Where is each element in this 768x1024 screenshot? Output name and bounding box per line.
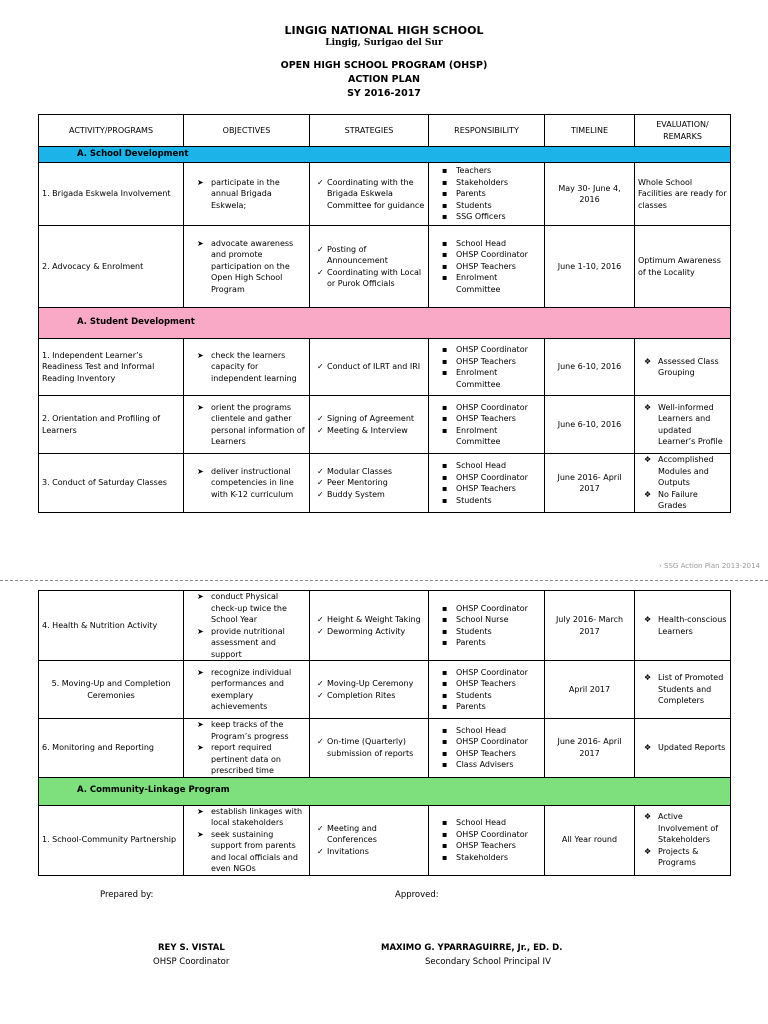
objective-list <box>187 591 306 660</box>
remark-item: ❖ Updated Reports <box>638 742 727 754</box>
objectives-cell <box>184 396 310 454</box>
objective-item: ➤ deliver instructional competencies in line with K-12 curriculum <box>187 466 306 501</box>
remark-item: ❖ No Failure Grades <box>638 489 727 512</box>
objective-item: ➤ provide nutritional assessment and support <box>187 626 306 661</box>
responsibility-cell <box>429 661 545 719</box>
responsible-item: ▪ School Head <box>432 460 541 472</box>
strategies-cell <box>310 163 429 226</box>
objective-item: ➤ report required pertinent data on prescribed time <box>187 742 306 777</box>
objective-item: ➤ establish linkages with local stakeholders <box>187 806 306 829</box>
strategy-list <box>313 823 425 858</box>
responsible-item: ▪ OHSP Coordinator <box>432 667 541 679</box>
remarks-cell <box>635 661 731 719</box>
timeline-cell: July 2016- March 2017 <box>545 591 635 661</box>
responsible-item: ▪ Enrolment Committee <box>432 367 541 390</box>
table-header-row <box>39 115 731 147</box>
strategy-list <box>313 413 425 436</box>
strategy-item: ✓ Peer Mentoring <box>313 477 425 489</box>
responsible-item: ▪ School Head <box>432 725 541 737</box>
remarks-cell: Optimum Awareness of the Locality <box>635 226 731 308</box>
responsible-item: ▪ Class Advisers <box>432 759 541 771</box>
timeline-cell: June 6-10, 2016 <box>545 339 635 396</box>
remark-item: ❖ Accomplished Modules and Outputs <box>638 454 727 489</box>
page-note: › SSG Action Plan 2013-2014 <box>659 562 760 570</box>
page-divider <box>0 580 768 581</box>
strategies-cell <box>310 396 429 454</box>
responsible-list <box>432 667 541 713</box>
responsible-item: ▪ School Nurse <box>432 614 541 626</box>
responsible-list <box>432 238 541 296</box>
activity-cell: 4. Health & Nutrition Activity <box>39 591 184 661</box>
objective-list <box>187 350 306 385</box>
responsible-item: ▪ OHSP Coordinator <box>432 402 541 414</box>
remark-item: ❖ List of Promoted Students and Completers <box>638 672 727 707</box>
timeline-cell: All Year round <box>545 805 635 875</box>
section-school-development <box>39 147 731 163</box>
strategy-item: ✓ Invitations <box>313 846 425 858</box>
responsible-item: ▪ OHSP Teachers <box>432 356 541 368</box>
activity-cell: 6. Monitoring and Reporting <box>39 719 184 778</box>
remark-item: ❖ Well-informed Learners and updated Learner’s Profile <box>638 402 727 448</box>
strategy-item: ✓ Coordinating with Local or Purok Officials <box>313 267 425 290</box>
action-plan-table-page1 <box>38 114 731 513</box>
responsible-item: ▪ OHSP Teachers <box>432 840 541 852</box>
section-label: A. Student Development <box>39 308 731 339</box>
responsible-item: ▪ OHSP Coordinator <box>432 344 541 356</box>
activity-cell: 2. Orientation and Profiling of Learners <box>39 396 184 454</box>
responsible-item: ▪ School Head <box>432 238 541 250</box>
responsible-list <box>432 460 541 506</box>
table-row <box>39 339 731 396</box>
strategies-cell <box>310 661 429 719</box>
responsible-item: ▪ OHSP Teachers <box>432 413 541 425</box>
responsible-item: ▪ OHSP Coordinator <box>432 829 541 841</box>
strategy-item: ✓ Buddy System <box>313 489 425 501</box>
section-student-development <box>39 308 731 339</box>
timeline-cell: June 2016- April 2017 <box>545 719 635 778</box>
responsible-item: ▪ Stakeholders <box>432 177 541 189</box>
table-row <box>39 396 731 454</box>
strategy-item: ✓ Deworming Activity <box>313 626 425 638</box>
activity-cell: 1. Brigada Eskwela Involvement <box>39 163 184 226</box>
objectives-cell <box>184 226 310 308</box>
col-header-activity: ACTIVITY/PROGRAMS <box>39 115 184 147</box>
activity-cell: 3. Conduct of Saturday Classes <box>39 454 184 513</box>
strategy-item: ✓ Meeting and Conferences <box>313 823 425 846</box>
responsible-item: ▪ Enrolment Committee <box>432 425 541 448</box>
responsibility-cell <box>429 396 545 454</box>
remarks-cell <box>635 339 731 396</box>
page-note-text: SSG Action Plan 2013-2014 <box>664 562 760 570</box>
objective-item: ➤ advocate awareness and promote participation on the Open High School Program <box>187 238 306 296</box>
school-year: SY 2016-2017 <box>347 88 421 99</box>
strategy-item: ✓ Coordinating with the Brigada Eskwela Committee for guidance <box>313 177 425 212</box>
remarks-cell <box>635 719 731 778</box>
remark-item: ❖ Projects & Programs <box>638 846 727 869</box>
col-header-timeline: TIMELINE <box>545 115 635 147</box>
responsible-list <box>432 402 541 448</box>
responsible-item: ▪ Students <box>432 690 541 702</box>
remark-list <box>638 356 727 379</box>
prepared-by-label: Prepared by: <box>100 890 154 900</box>
section-label: A. School Development <box>39 147 731 163</box>
responsibility-cell <box>429 719 545 778</box>
school-address: Lingig, Surigao del Sur <box>325 38 443 48</box>
timeline-cell: April 2017 <box>545 661 635 719</box>
responsible-list <box>432 725 541 771</box>
responsible-item: ▪ OHSP Coordinator <box>432 472 541 484</box>
remark-list <box>638 672 727 707</box>
responsible-item: ▪ Teachers <box>432 165 541 177</box>
objectives-cell <box>184 719 310 778</box>
approver-name: MAXIMO G. YPARRAGUIRRE, Jr., ED. D. <box>381 943 563 953</box>
preparer-title: OHSP Coordinator <box>153 957 230 967</box>
timeline-cell: June 2016- April 2017 <box>545 454 635 513</box>
strategy-list <box>313 361 425 373</box>
table-row <box>39 805 731 875</box>
strategy-list <box>313 678 425 701</box>
objective-item: ➤ recognize individual performances and exemplary achievements <box>187 667 306 713</box>
objective-list <box>187 177 306 212</box>
objective-item: ➤ check the learners capacity for independent learning <box>187 350 306 385</box>
approved-label: Approved: <box>395 890 439 900</box>
activity-cell: 1. Independent Learner’s Readiness Test and Informal Reading Inventory <box>39 339 184 396</box>
responsibility-cell <box>429 805 545 875</box>
activity-cell: 2. Advocacy & Enrolment <box>39 226 184 308</box>
action-plan-table-page2 <box>38 590 731 876</box>
responsible-list <box>432 603 541 649</box>
strategy-item: ✓ Moving-Up Ceremony <box>313 678 425 690</box>
responsibility-cell <box>429 591 545 661</box>
strategy-item: ✓ Posting of Announcement <box>313 244 425 267</box>
section-community-linkage <box>39 777 731 805</box>
responsibility-cell <box>429 339 545 396</box>
table-row <box>39 226 731 308</box>
table-row <box>39 591 731 661</box>
objective-item: ➤ orient the programs clientele and gather personal information of Learners <box>187 402 306 448</box>
remark-list <box>638 402 727 448</box>
timeline-cell: June 1-10, 2016 <box>545 226 635 308</box>
objective-list <box>187 667 306 713</box>
remark-item: ❖ Active Involvement of Stakeholders <box>638 811 727 846</box>
strategy-item: ✓ Meeting & Interview <box>313 425 425 437</box>
strategy-item: ✓ On-time (Quarterly) submission of reports <box>313 736 425 759</box>
responsibility-cell <box>429 163 545 226</box>
objective-list <box>187 719 306 777</box>
objective-list <box>187 466 306 501</box>
col-header-objectives: OBJECTIVES <box>184 115 310 147</box>
objective-item: ➤ participate in the annual Brigada Eskwela; <box>187 177 306 212</box>
remarks-cell <box>635 396 731 454</box>
responsible-item: ▪ OHSP Teachers <box>432 678 541 690</box>
strategy-list <box>313 177 425 212</box>
remark-list <box>638 742 727 754</box>
strategy-list <box>313 466 425 501</box>
responsible-item: ▪ SSG Officers <box>432 211 541 223</box>
strategies-cell <box>310 454 429 513</box>
responsible-item: ▪ School Head <box>432 817 541 829</box>
responsible-item: ▪ OHSP Coordinator <box>432 603 541 615</box>
remark-item: ❖ Health-conscious Learners <box>638 614 727 637</box>
table-row <box>39 719 731 778</box>
responsible-list <box>432 165 541 223</box>
strategies-cell <box>310 591 429 661</box>
col-header-responsibility: RESPONSIBILITY <box>429 115 545 147</box>
objectives-cell <box>184 163 310 226</box>
strategy-list <box>313 614 425 637</box>
strategy-item: ✓ Conduct of ILRT and IRI <box>313 361 425 373</box>
objective-list <box>187 402 306 448</box>
col-header-strategies: STRATEGIES <box>310 115 429 147</box>
responsibility-cell <box>429 454 545 513</box>
responsible-item: ▪ OHSP Coordinator <box>432 249 541 261</box>
responsible-item: ▪ Parents <box>432 188 541 200</box>
remark-item: ❖ Assessed Class Grouping <box>638 356 727 379</box>
strategies-cell <box>310 719 429 778</box>
objective-list <box>187 806 306 875</box>
strategies-cell <box>310 339 429 396</box>
timeline-cell: June 6-10, 2016 <box>545 396 635 454</box>
table-row <box>39 454 731 513</box>
responsible-item: ▪ Parents <box>432 701 541 713</box>
strategy-item: ✓ Signing of Agreement <box>313 413 425 425</box>
strategies-cell <box>310 226 429 308</box>
responsible-item: ▪ OHSP Teachers <box>432 483 541 495</box>
remark-list <box>638 614 727 637</box>
objective-item: ➤ keep tracks of the Program’s progress <box>187 719 306 742</box>
objectives-cell <box>184 454 310 513</box>
responsible-item: ▪ Students <box>432 495 541 507</box>
remarks-cell <box>635 454 731 513</box>
responsible-item: ▪ Students <box>432 626 541 638</box>
strategy-list <box>313 736 425 759</box>
objective-item: ➤ seek sustaining support from parents and local officials and even NGOs <box>187 829 306 875</box>
responsible-item: ▪ Stakeholders <box>432 852 541 864</box>
remarks-cell: Whole School Facilities are ready for classes <box>635 163 731 226</box>
responsible-item: ▪ Parents <box>432 637 541 649</box>
objectives-cell <box>184 661 310 719</box>
timeline-cell: May 30- June 4, 2016 <box>545 163 635 226</box>
document-title: ACTION PLAN <box>348 74 420 85</box>
responsibility-cell <box>429 226 545 308</box>
responsible-item: ▪ OHSP Coordinator <box>432 736 541 748</box>
section-label: A. Community-Linkage Program <box>39 777 731 805</box>
activity-cell: 5. Moving-Up and Completion Ceremonies <box>39 661 184 719</box>
responsible-list <box>432 344 541 390</box>
responsible-item: ▪ Enrolment Committee <box>432 272 541 295</box>
objectives-cell <box>184 591 310 661</box>
table-row <box>39 661 731 719</box>
strategy-list <box>313 244 425 290</box>
responsible-list <box>432 817 541 863</box>
objectives-cell <box>184 805 310 875</box>
strategy-item: ✓ Height & Weight Taking <box>313 614 425 626</box>
remark-list <box>638 454 727 512</box>
objectives-cell <box>184 339 310 396</box>
objective-item: ➤ conduct Physical check-up twice the School Year <box>187 591 306 626</box>
remark-list <box>638 811 727 869</box>
strategies-cell <box>310 805 429 875</box>
program-title: OPEN HIGH SCHOOL PROGRAM (OHSP) <box>280 60 488 71</box>
school-name: LINGIG NATIONAL HIGH SCHOOL <box>284 24 484 37</box>
activity-cell: 1. School-Community Partnership <box>39 805 184 875</box>
approver-title: Secondary School Principal IV <box>425 957 551 967</box>
strategy-item: ✓ Completion Rites <box>313 690 425 702</box>
col-header-remarks: EVALUATION/ REMARKS <box>635 115 731 147</box>
objective-list <box>187 238 306 296</box>
responsible-item: ▪ OHSP Teachers <box>432 748 541 760</box>
remarks-cell <box>635 805 731 875</box>
table-row <box>39 163 731 226</box>
responsible-item: ▪ Students <box>432 200 541 212</box>
preparer-name: REY S. VISTAL <box>158 943 225 953</box>
responsible-item: ▪ OHSP Teachers <box>432 261 541 273</box>
strategy-item: ✓ Modular Classes <box>313 466 425 478</box>
remarks-cell <box>635 591 731 661</box>
